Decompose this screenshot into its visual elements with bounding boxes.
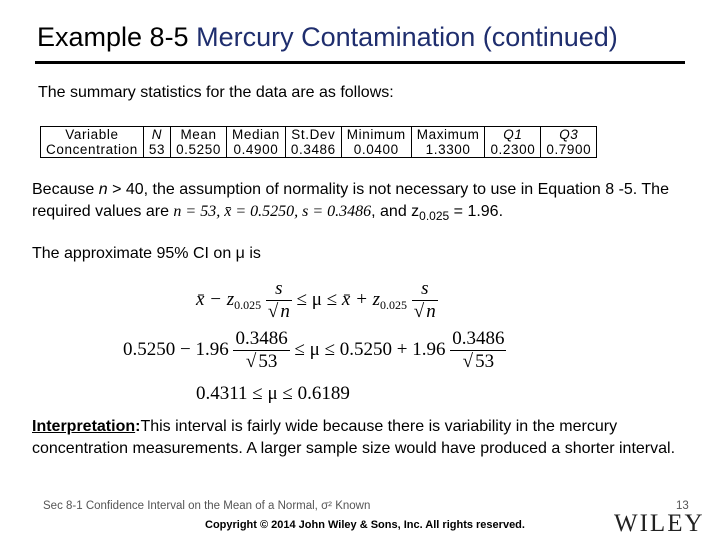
fraction-num: 0.3486	[235, 328, 288, 349]
table-header-row	[41, 127, 597, 143]
formula-middle: ≤ μ ≤	[296, 288, 342, 310]
para1-text: = 1.96.	[449, 203, 504, 220]
section-footer: Sec 8-1 Confidence Interval on the Mean of a Normal, σ² Known	[43, 500, 371, 512]
interpretation-label: Interpretation	[32, 418, 136, 435]
title-rule	[35, 61, 685, 64]
table-header: Variable	[41, 127, 144, 143]
summary-stats-table	[40, 126, 597, 158]
table-header	[143, 127, 170, 143]
para1-text: > 40, the assumption of normality is not necessary to use in Equation 8 -5. The required values are	[32, 181, 669, 220]
table-cell: Concentration	[41, 142, 144, 158]
para1-text: , and z	[371, 203, 420, 220]
table-cell: 53	[143, 142, 170, 158]
page-number: 13	[676, 500, 689, 512]
intro-text: The summary statistics for the data are as follows:	[38, 84, 394, 101]
fraction-den: √ n	[413, 301, 436, 322]
table-cell: 0.4900	[226, 142, 285, 158]
table-header: Mean	[171, 127, 227, 143]
table-header: Maximum	[411, 127, 485, 143]
table-cell: 0.2300	[485, 142, 541, 158]
formula-term: 0.5250 − 1.96	[123, 338, 229, 360]
wiley-logo: WILEY	[614, 510, 705, 537]
title-accent: Mercury Contamination (continued)	[196, 22, 618, 52]
table-header: Minimum	[341, 127, 411, 143]
sqrt-n: n	[280, 301, 290, 322]
slide-title	[37, 22, 618, 53]
formula-subscript: 0.025	[380, 297, 408, 312]
fraction	[233, 328, 289, 373]
fraction	[450, 328, 506, 373]
table-header	[541, 127, 597, 143]
required-values: n = 53, x̄ = 0.5250, s = 0.3486	[173, 203, 372, 220]
table-header: St.Dev	[285, 127, 341, 143]
table-header	[485, 127, 541, 143]
sqrt-53: 53	[475, 351, 495, 372]
para1-n: n	[98, 181, 108, 198]
formula-term: 0.5250 + 1.96	[339, 338, 446, 360]
fraction-num: s	[412, 278, 438, 301]
formula-middle: ≤ μ ≤	[294, 338, 340, 360]
interpretation-text: This interval is fairly wide because there is variability in the mercury concentration measurements. A larger sample size would have produced a shorter interval.	[32, 418, 676, 457]
z-subscript: 0.025	[419, 209, 450, 223]
ci-lead-text: The approximate 95% CI on μ is	[32, 245, 261, 262]
fraction-den: √ n	[267, 301, 290, 322]
table-row	[41, 142, 597, 158]
title-prefix: Example 8-5	[37, 22, 189, 52]
table-header-q3: Q3	[559, 127, 579, 142]
formula-subscript: 0.025	[234, 297, 262, 312]
fraction-den: √ 53	[245, 351, 278, 372]
table-header-n: N	[151, 127, 163, 142]
formula-term: x̄ − z	[196, 288, 235, 310]
table-cell: 0.0400	[341, 142, 411, 158]
ci-formula	[196, 278, 438, 323]
fraction-den: √ 53	[462, 351, 495, 372]
table-cell: 0.5250	[171, 142, 227, 158]
fraction	[266, 278, 292, 323]
sqrt-n: n	[426, 301, 436, 322]
interpretation-colon: :	[135, 418, 141, 435]
table-cell: 0.3486	[285, 142, 341, 158]
fraction-num: 0.3486	[452, 328, 505, 349]
table-cell: 1.3300	[411, 142, 485, 158]
copyright: Copyright © 2014 John Wiley & Sons, Inc. All rights reserved.	[205, 519, 525, 531]
fraction-num: s	[266, 278, 292, 301]
assumption-paragraph	[32, 179, 692, 227]
table-header-q1: Q1	[503, 127, 523, 142]
fraction	[412, 278, 438, 323]
table-header: Median	[226, 127, 285, 143]
formula-term: x̄ + z	[341, 288, 381, 310]
table-cell: 0.7900	[541, 142, 597, 158]
ci-result: 0.4311 ≤ μ ≤ 0.6189	[196, 383, 350, 404]
para1-text: Because	[32, 181, 99, 198]
ci-substituted	[123, 328, 506, 373]
interpretation-paragraph	[32, 416, 692, 460]
sqrt-53: 53	[258, 351, 278, 372]
